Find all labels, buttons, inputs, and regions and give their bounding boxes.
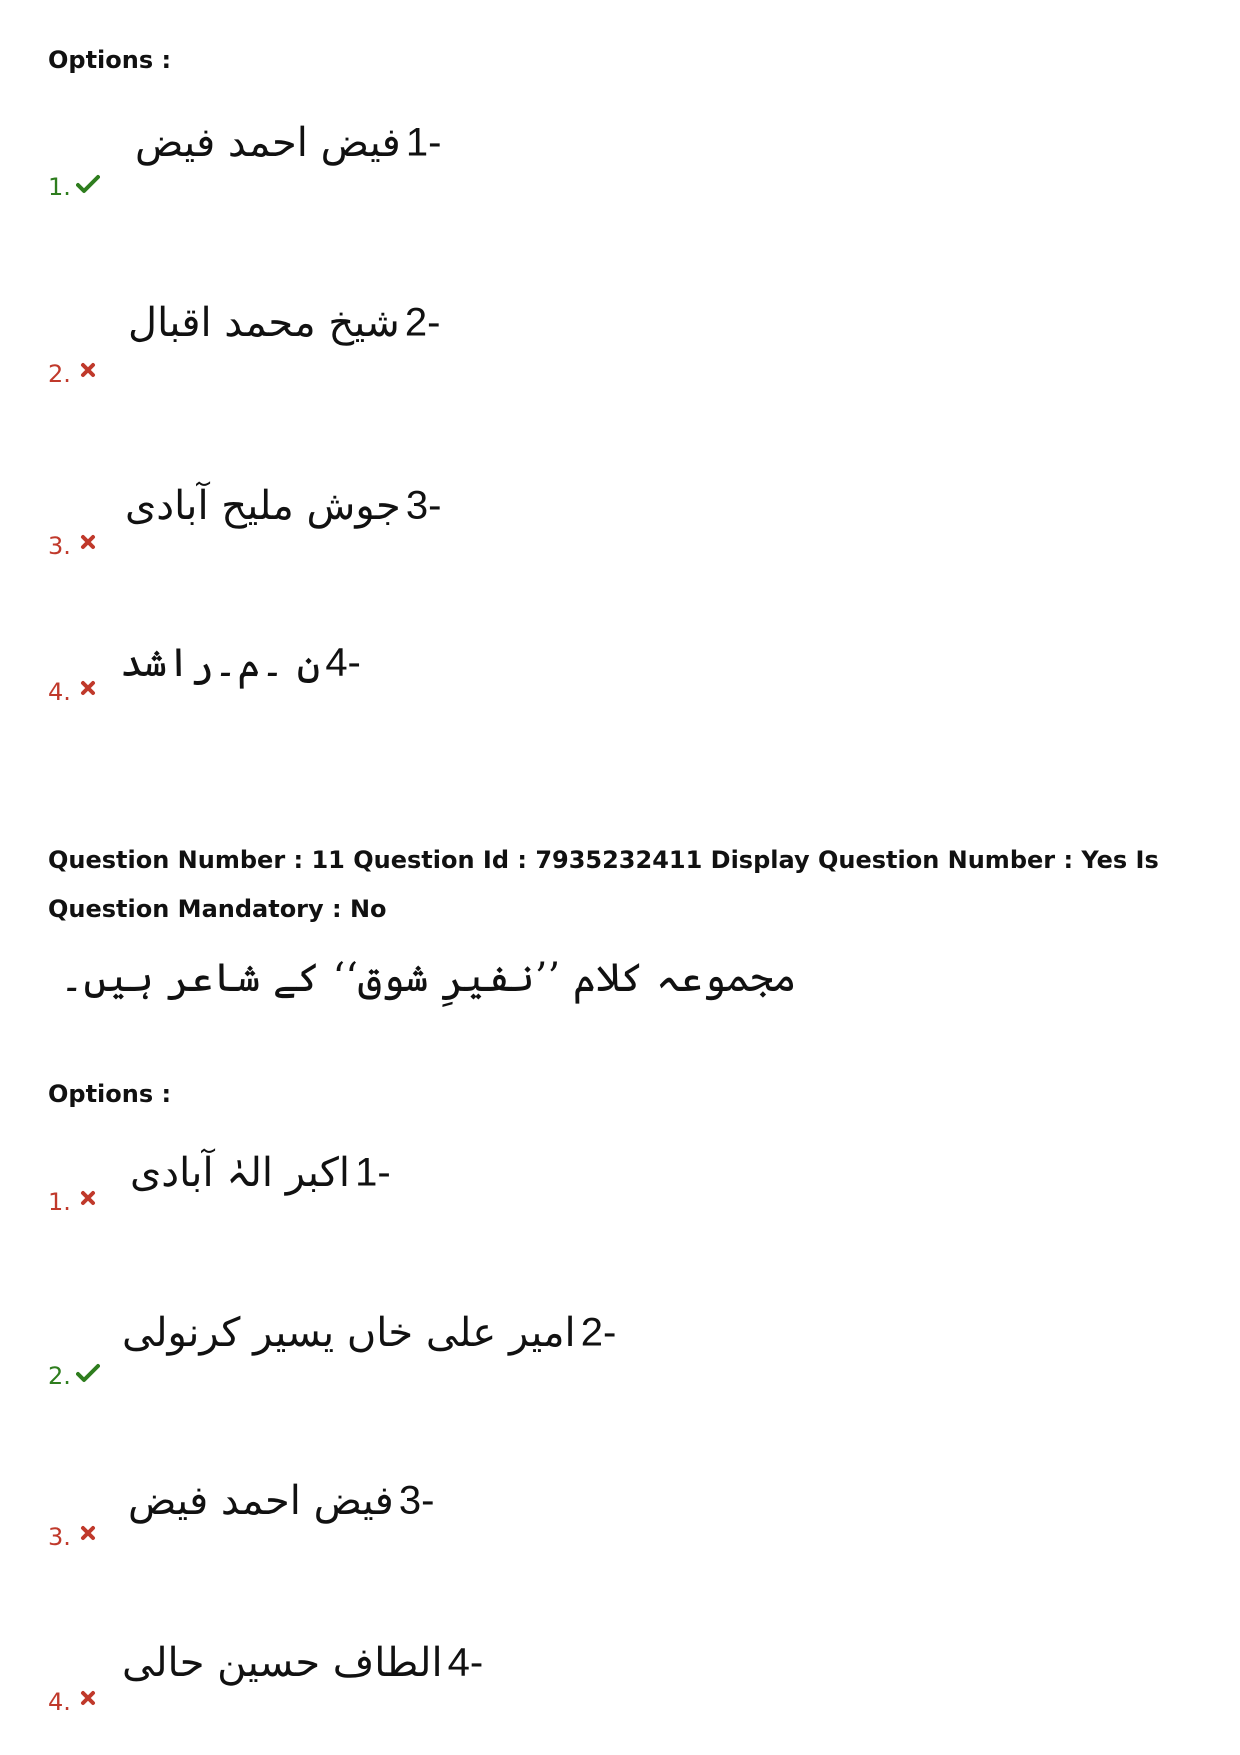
cross-icon: [80, 1690, 96, 1706]
option-4-number: 4.: [48, 678, 71, 706]
option-3-number: 3.: [48, 532, 71, 560]
q11-option-4-text-image: [122, 1640, 483, 1686]
option-urdu-text: اکبر الہٰ آبادی: [130, 1150, 351, 1196]
check-icon: [76, 174, 100, 194]
q11-option-3-text-image: [128, 1478, 434, 1524]
q11-option-2-number: 2.: [48, 1362, 71, 1390]
option-number-text: 1-: [355, 1150, 391, 1195]
option-3-text-image: [125, 483, 441, 529]
q11-option-3-number: 3.: [48, 1523, 71, 1551]
option-number-text: 2-: [404, 300, 441, 345]
q11-option-2-text-image: [122, 1310, 616, 1356]
option-number-text: 3-: [405, 483, 442, 528]
question-stem-image: مجموعہ کلام ’’نفیرِ شوق‘‘ کے شاعر ہیں۔: [60, 955, 797, 1001]
q11-option-1-text-image: [130, 1150, 391, 1196]
option-4-text-image: [120, 640, 361, 686]
option-urdu-text: ن ۔م۔راشد: [120, 640, 321, 686]
q11-option-1-number: 1.: [48, 1188, 71, 1216]
option-urdu-text: الطاف حسین حالی: [122, 1640, 443, 1686]
options-label: Options :: [48, 1080, 172, 1108]
option-number-text: 1-: [405, 120, 442, 165]
option-number-text: 4-: [447, 1640, 484, 1685]
option-urdu-text: شیخ محمد اقبال: [128, 300, 400, 346]
options-label: Options :: [48, 46, 172, 74]
option-2-text-image: [128, 300, 440, 346]
option-number-text: 3-: [398, 1478, 435, 1523]
option-1-number: 1.: [48, 173, 71, 201]
q11-option-4-number: 4.: [48, 1688, 71, 1716]
cross-icon: [80, 680, 96, 696]
cross-icon: [80, 534, 96, 550]
option-urdu-text: فیض احمد فیض: [128, 1478, 394, 1524]
check-icon: [76, 1363, 100, 1383]
option-number-text: 2-: [580, 1310, 617, 1355]
option-urdu-text: فیض احمد فیض: [135, 120, 401, 166]
option-1-text-image: [135, 120, 441, 166]
option-urdu-text: جوش ملیح آبادی: [125, 483, 401, 529]
cross-icon: [80, 1190, 96, 1206]
option-2-number: 2.: [48, 360, 71, 388]
cross-icon: [80, 1525, 96, 1541]
option-number-text: 4-: [325, 640, 361, 685]
question-meta: Question Number : 11 Question Id : 7935232411 Display Question Number : Yes Is Question Mandatory : No: [48, 846, 1159, 923]
cross-icon: [80, 362, 96, 378]
option-urdu-text: امیر علی خاں یسیر کرنولی: [122, 1310, 576, 1356]
